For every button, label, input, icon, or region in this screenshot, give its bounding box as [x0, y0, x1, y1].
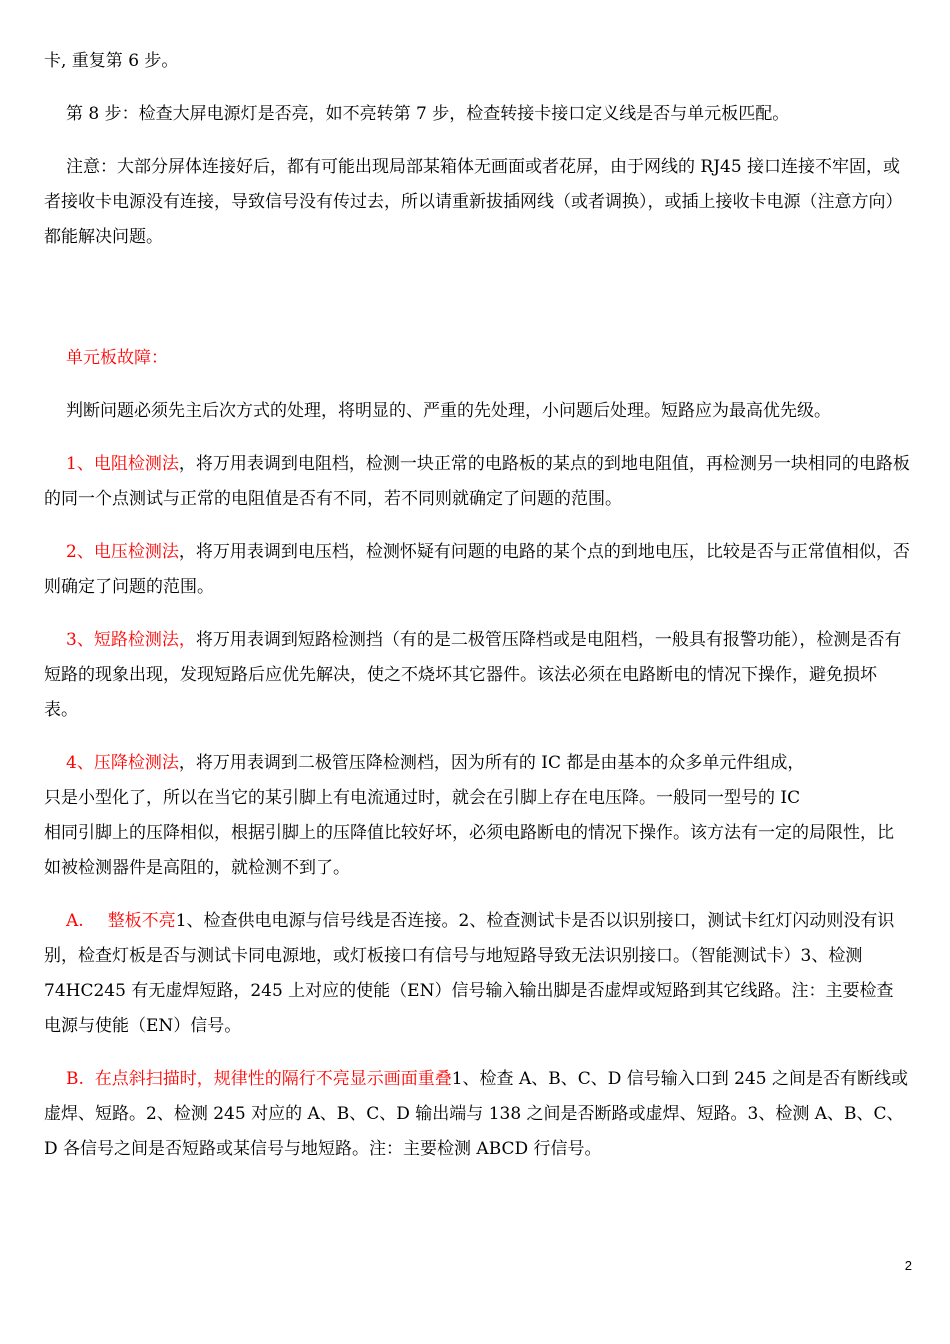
section-title	[44, 341, 910, 376]
paragraph-fault-a	[44, 904, 910, 1044]
method-text: 只是小型化了，所以在当它的某引脚上有电流通过时，就会在引脚上存在电压降。一般同一型号的 IC	[44, 788, 801, 808]
method-text: ，将万用表调到电阻档，检测一块正常的电路板的某点的到地电阻值，再检测另一块相同的电路板的同一个点测试与正常的电阻值是否有不同，若不同则就确定了问题的范围。	[44, 454, 910, 509]
page-number: 2	[904, 1258, 912, 1273]
section-title-text: 单元板故障：	[66, 348, 168, 368]
fault-label: B.	[66, 1069, 84, 1089]
method-text: 相同引脚上的压降相似，根据引脚上的压降值比较好坏，必须电路断电的情况下操作。该方法有一定的局限性，比如被检测器件是高阻的，就检测不到了。	[44, 823, 894, 878]
paragraph-text: 第 8 步：检查大屏电源灯是否亮，如不亮转第 7 步，检查转接卡接口定义线是否与单元板匹配。	[66, 104, 790, 124]
paragraph-method-short-circuit	[44, 623, 910, 728]
method-title: 3、短路检测法，	[66, 630, 196, 650]
paragraph-note	[44, 150, 910, 255]
method-title: 4、压降检测法	[66, 753, 179, 773]
paragraph-fault-b	[44, 1062, 910, 1167]
fault-title: 整板不亮	[107, 911, 176, 931]
paragraph-text: 卡, 重复第 6 步。	[44, 51, 179, 71]
method-title: 1、电阻检测法	[66, 454, 179, 474]
paragraph-step-continuation	[44, 44, 910, 79]
method-text: ，将万用表调到二极管压降检测档，因为所有的 IC 都是由基本的众多单元件组成，	[178, 753, 805, 773]
paragraph-step-8	[44, 97, 910, 132]
fault-label: A.	[66, 911, 84, 931]
document-page	[44, 44, 910, 1185]
paragraph-text: 注意：大部分屏体连接好后，都有可能出现局部某箱体无画面或者花屏，由于网线的 RJ45 接口连接不牢固，或者接收卡电源没有连接，导致信号没有传过去，所以请重新拔插网线（或者调换），或插上接收卡电源（注意方向）都能解决问题。	[44, 157, 903, 247]
method-title: 2、电压检测法	[66, 542, 179, 562]
paragraph-method-voltage-drop	[44, 746, 910, 886]
paragraph-method-voltage	[44, 535, 910, 605]
paragraph-method-resistance	[44, 447, 910, 517]
method-text: 将万用表调到短路检测挡（有的是二极管压降档或是电阻档，一般具有报警功能），检测是否有短路的现象出现，发现短路后应优先解决，使之不烧坏其它器件。该法必须在电路断电的情况下操作，避免损坏表。	[44, 630, 902, 720]
method-text: ，将万用表调到电压档，检测怀疑有问题的电路的某个点的到地电压，比较是否与正常值相似，否则确定了问题的范围。	[44, 542, 910, 597]
fault-text: 1、检查供电电源与信号线是否连接。2、检查测试卡是否以识别接口，测试卡红灯闪动则没有识别，检查灯板是否与测试卡同电源地，或灯板接口有信号与地短路导致无法识别接口。（智能测试卡）3、检测 74HC245 有无虚焊短路，245 上对应的使能（EN）信号输入输出脚是否虚焊或短路到其它线路。注：主要检查电源与使能（EN）信号。	[44, 911, 895, 1036]
fault-title: 在点斜扫描时，规律性的隔行不亮显示画面重叠	[94, 1069, 452, 1089]
paragraph-priority	[44, 394, 910, 429]
paragraph-text: 判断问题必须先主后次方式的处理，将明显的、严重的先处理，小问题后处理。短路应为最高优先级。	[66, 401, 831, 421]
fault-text: 1、检查 A、B、C、D 信号输入口到 245 之间是否有断线或虚焊、短路。2、检测 245 对应的 A、B、C、D 输出端与 138 之间是否断路或虚焊、短路。3、检测 A、B、C、D 各信号之间是否短路或某信号与地短路。注：主要检测 ABCD 行信号。	[44, 1069, 909, 1159]
spacer	[44, 273, 910, 341]
